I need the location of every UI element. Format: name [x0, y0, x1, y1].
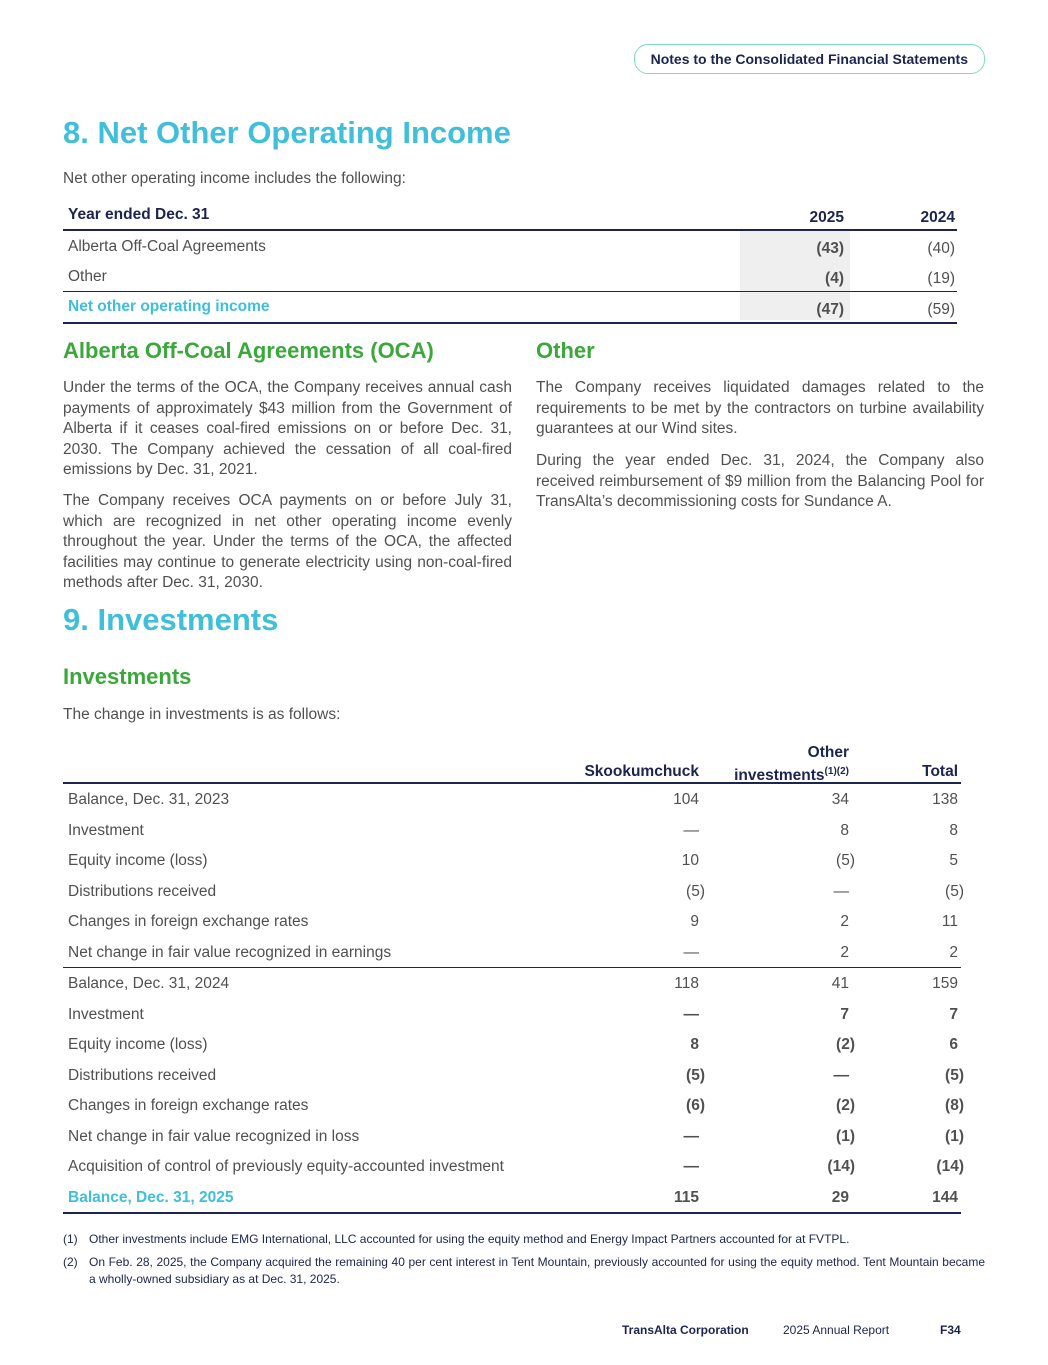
total-value: (14) — [936, 1158, 964, 1175]
other-investments-value: 2 — [840, 913, 849, 930]
table-row — [63, 906, 961, 937]
year-ended-header: Year ended Dec. 31 — [68, 206, 210, 223]
footnote — [63, 1231, 985, 1248]
row-label: Equity income (loss) — [68, 1036, 208, 1053]
footnote-mark: (2) — [63, 1255, 78, 1269]
oca-paragraph-1: Under the terms of the OCA, the Company receives annual cash payments of approximately $43 million from the Government of Alberta if it ceases coal-fired emissions on or before Dec. 31, 2030. The Company achieved the cessation of all coal-fired emissions by Dec. 31, 2021. — [63, 379, 512, 478]
table-header-row — [63, 740, 961, 784]
other-investments-value: 34 — [831, 791, 849, 808]
skookumchuck-value: — — [683, 1158, 699, 1175]
skookumchuck-value: — — [683, 1127, 699, 1145]
table-row — [63, 1151, 964, 1182]
header-line-2: investments — [734, 767, 825, 785]
other-investments-value: (5) — [836, 852, 855, 869]
value-2025: (4) — [825, 270, 844, 287]
other-investments-value: (2) — [836, 1097, 855, 1114]
other-investments-value: 29 — [831, 1188, 849, 1206]
row-label: Balance, Dec. 31, 2025 — [68, 1188, 234, 1206]
col-2024-header: 2024 — [920, 209, 955, 226]
total-value: (5) — [945, 1066, 964, 1084]
skookumchuck-value: — — [683, 943, 699, 961]
row-label: Investment — [68, 821, 144, 839]
table-row — [63, 815, 961, 846]
skookumchuck-value: 115 — [673, 1188, 699, 1206]
table-row — [63, 1029, 961, 1060]
total-value: 144 — [932, 1188, 958, 1206]
footnote — [63, 1254, 985, 1288]
total-value: 11 — [941, 913, 958, 930]
other-investments-value: — — [833, 1066, 849, 1084]
table-row — [63, 1121, 964, 1152]
total-header: Total — [922, 763, 958, 780]
row-label: Net other operating income — [68, 298, 270, 315]
table-row — [63, 845, 961, 876]
section-8-intro: Net other operating income includes the following: — [63, 170, 406, 187]
footnote-text: On Feb. 28, 2025, the Company acquired the remaining 40 per cent interest in Tent Mountain, previously accounted for using the equity method. Tent Mountain became a wholly-owned subsidiary as at Dec. 31, 2025. — [89, 1255, 985, 1286]
section-8-title: 8. Net Other Operating Income — [63, 115, 511, 150]
value-2025: (43) — [816, 240, 844, 257]
skookumchuck-header: Skookumchuck — [584, 763, 699, 780]
other-paragraph-2: During the year ended Dec. 31, 2024, the Company also received reimbursement of $9 million from the Balancing Pool for TransAlta’s decommissioning costs for Sundance A. — [536, 452, 984, 510]
other-investments-value: 7 — [840, 1005, 849, 1023]
other-investments-value: 8 — [840, 821, 849, 839]
skookumchuck-value: 8 — [690, 1036, 699, 1053]
value-2024: (19) — [927, 270, 955, 287]
value-2024: (40) — [927, 240, 955, 257]
total-value: 6 — [949, 1036, 958, 1053]
row-label: Net change in fair value recognized in earnings — [68, 943, 392, 961]
footnote-mark: (1) — [63, 1232, 78, 1246]
table-row — [63, 784, 961, 815]
total-value: 8 — [949, 821, 958, 839]
other-investments-value: — — [833, 882, 849, 900]
table-row — [63, 999, 961, 1030]
other-heading: Other — [536, 338, 595, 363]
other-investments-value: (14) — [827, 1158, 855, 1175]
row-label: Distributions received — [68, 1066, 217, 1084]
total-value: (8) — [945, 1097, 964, 1114]
investments-table — [63, 740, 964, 1214]
table-row — [63, 1090, 964, 1121]
footnote-text: Other investments include EMG International, LLC accounted for using the equity method and Energy Impact Partners accounted for at FVTPL. — [89, 1232, 850, 1246]
total-row — [63, 1182, 961, 1215]
skookumchuck-value: — — [683, 821, 699, 839]
footer-company: TransAlta Corporation — [622, 1323, 749, 1337]
table-row — [63, 937, 961, 969]
row-label: Changes in foreign exchange rates — [68, 1097, 309, 1114]
skookumchuck-value: (5) — [686, 882, 705, 900]
other-paragraph-1: The Company receives liquidated damages related to the requirements to be met by the contractors on turbine availability guarantees at our Wind sites. — [536, 379, 984, 437]
total-value: (1) — [945, 1127, 964, 1145]
other-investments-value: 41 — [831, 975, 849, 992]
skookumchuck-value: 104 — [673, 791, 699, 808]
footer-page-number: F34 — [940, 1323, 961, 1337]
row-label: Investment — [68, 1005, 144, 1023]
total-row — [63, 292, 957, 324]
section-label: Notes to the Consolidated Financial Statements — [634, 44, 985, 74]
table-row — [63, 876, 964, 907]
total-value: 7 — [949, 1005, 958, 1023]
skookumchuck-value: 10 — [681, 852, 699, 869]
table-row — [63, 231, 957, 261]
value-2024: (59) — [927, 301, 955, 318]
skookumchuck-value: 118 — [674, 975, 699, 992]
row-label: Changes in foreign exchange rates — [68, 913, 309, 930]
table-row — [63, 261, 957, 292]
skookumchuck-value: (5) — [686, 1066, 705, 1084]
other-investments-value: (1) — [836, 1127, 855, 1145]
total-value: (5) — [945, 882, 964, 900]
other-investments-value: (2) — [836, 1036, 855, 1053]
other-investments-header — [709, 743, 849, 785]
row-label: Balance, Dec. 31, 2024 — [68, 975, 230, 992]
table-row — [63, 1060, 964, 1091]
row-label: Balance, Dec. 31, 2023 — [68, 791, 230, 808]
net-other-operating-income-table — [63, 203, 957, 324]
other-investments-value: 2 — [840, 943, 849, 961]
skookumchuck-value: — — [683, 1005, 699, 1023]
header-line-1: Other — [807, 744, 849, 761]
total-value: 2 — [949, 943, 958, 961]
row-label: Distributions received — [68, 882, 217, 900]
skookumchuck-value: (6) — [686, 1097, 705, 1114]
row-label: Alberta Off-Coal Agreements — [68, 238, 266, 255]
section-9-title: 9. Investments — [63, 602, 279, 637]
section-9-intro: The change in investments is as follows: — [63, 706, 341, 723]
oca-paragraph-2: The Company receives OCA payments on or before July 31, which are recognized in net other operating income evenly throughout the year. Under the terms of the OCA, the affected facilities may continue to generate electricity using non-coal-fired methods after Dec. 31, 2030. — [63, 492, 512, 591]
total-value: 5 — [949, 852, 958, 869]
row-label: Net change in fair value recognized in loss — [68, 1127, 360, 1145]
footer-report: 2025 Annual Report — [783, 1323, 890, 1337]
total-value: 138 — [932, 791, 958, 808]
col-2025-header: 2025 — [809, 209, 844, 226]
footnote-ref: (1)(2) — [824, 766, 849, 777]
row-label: Equity income (loss) — [68, 852, 208, 869]
value-2025: (47) — [816, 301, 844, 318]
row-label: Acquisition of control of previously equity-accounted investment — [68, 1158, 504, 1175]
investments-heading: Investments — [63, 664, 192, 689]
table-header-row — [63, 203, 957, 231]
skookumchuck-value: 9 — [690, 913, 699, 930]
total-value: 159 — [932, 975, 958, 992]
row-label: Other — [68, 268, 107, 285]
oca-heading: Alberta Off-Coal Agreements (OCA) — [63, 338, 434, 363]
table-row — [63, 968, 961, 999]
